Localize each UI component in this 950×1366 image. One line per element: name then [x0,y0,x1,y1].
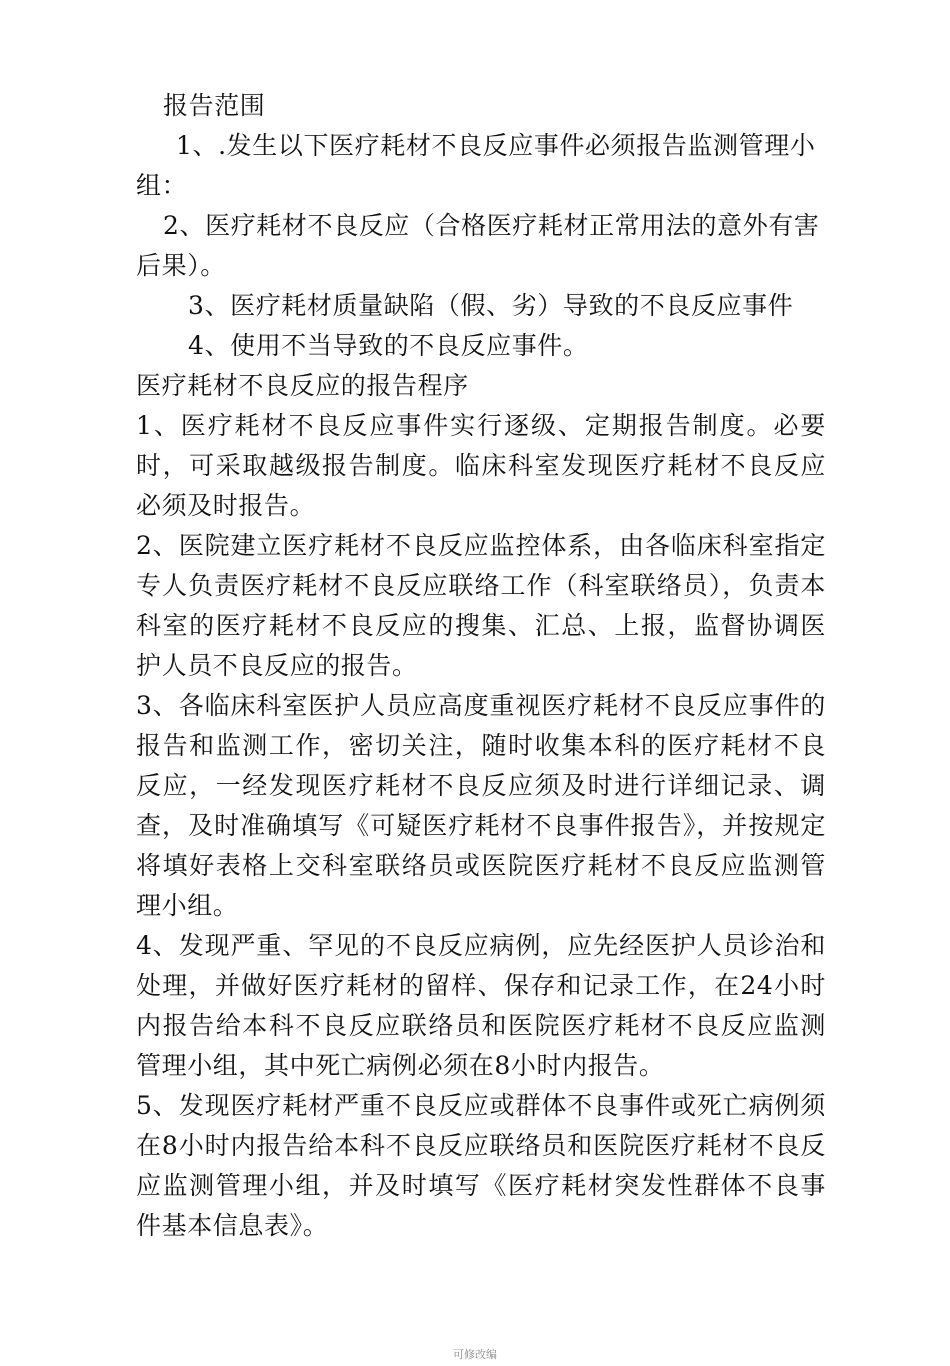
heading-report-procedure: 医疗耗材不良反应的报告程序 [136,371,469,400]
procedure-item-3: 3、各临床科室医护人员应高度重视医疗耗材不良反应事件的报告和监测工作，密切关注，随时收集本科的医疗耗材不良反应，一经发现医疗耗材不良反应须及时进行详细记录、调查，及时准确填写《可疑医疗耗材不良事件报告》，并按规定将填好表格上交科室联络员或医院医疗耗材不良反应监测管理小组。 [136,691,826,920]
procedure-item-5: 5、发现医疗耗材严重不良反应或群体不良事件或死亡病例须在8小时内报告给本科不良反应联络员和医院医疗耗材不良反应监测管理小组，并及时填写《医疗耗材突发性群体不良事件基本信息表》。 [136,1091,826,1240]
scope-item-1-line-2: 组： [136,171,188,200]
heading-report-scope: 报告范围 [163,91,266,120]
procedure-item-4: 4、发现严重、罕见的不良反应病例，应先经医护人员诊治和处理，并做好医疗耗材的留样、保存和记录工作，在24小时内报告给本科不良反应联络员和医院医疗耗材不良反应监测管理小组，其中死亡病例必须在8小时内报告。 [136,931,826,1080]
scope-item-2-line-2: 后果）。 [136,251,226,280]
page-footer: 可修改编 [453,1348,497,1361]
procedure-item-1: 1、医疗耗材不良反应事件实行逐级、定期报告制度。必要时，可采取越级报告制度。临床科室发现医疗耗材不良反应必须及时报告。 [136,411,826,520]
scope-item-3: 3、医疗耗材质量缺陷（假、劣）导致的不良反应事件 [188,291,794,320]
scope-item-1-line-1: 1、.发生以下医疗耗材不良反应事件必须报告监测管理小 [176,131,816,160]
procedure-item-2: 2、医院建立医疗耗材不良反应监控体系，由各临床科室指定专人负责医疗耗材不良反应联络工作（科室联络员），负责本科室的医疗耗材不良反应的搜集、汇总、上报，监督协调医护人员不良反应的报告。 [136,531,826,680]
scope-item-2-line-1: 2、医疗耗材不良反应（合格医疗耗材正常用法的意外有害 [163,211,820,240]
scope-item-4: 4、使用不当导致的不良反应事件。 [188,331,589,360]
